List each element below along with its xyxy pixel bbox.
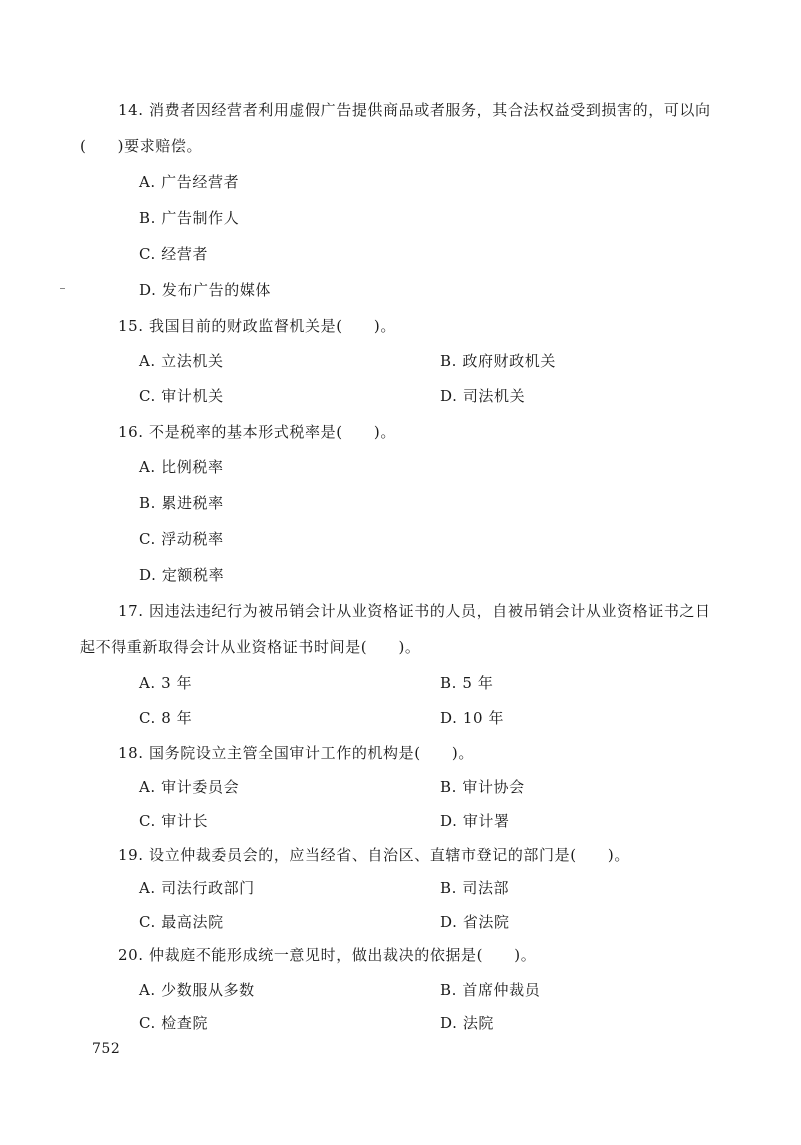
question-19-option-c: C. 最高法院: [139, 913, 224, 931]
question-20-option-b: B. 首席仲裁员: [440, 981, 541, 999]
scan-speck: [60, 288, 65, 289]
question-17-option-a: A. 3 年: [139, 674, 193, 692]
question-18-option-c: C. 审计长: [139, 812, 209, 830]
question-14-option-c: C. 经营者: [139, 245, 209, 263]
question-17-option-d: D. 10 年: [440, 709, 505, 727]
question-14-option-b: B. 广告制作人: [139, 209, 240, 227]
question-17-option-c: C. 8 年: [139, 709, 193, 727]
question-18-option-b: B. 审计协会: [440, 778, 525, 796]
question-19-option-d: D. 省法院: [440, 913, 510, 931]
question-16-option-b: B. 累进税率: [139, 494, 224, 512]
question-16-option-c: C. 浮动税率: [139, 530, 224, 548]
question-16-option-a: A. 比例税率: [139, 458, 224, 476]
question-20-option-d: D. 法院: [440, 1014, 495, 1032]
question-19-stem: 19. 设立仲裁委员会的，应当经省、自治区、直辖市登记的部门是( )。: [118, 846, 630, 864]
question-14-stem-line1: 14. 消费者因经营者利用虚假广告提供商品或者服务，其合法权益受到损害的，可以向: [118, 101, 711, 119]
question-20-option-a: A. 少数服从多数: [139, 981, 255, 999]
question-15-stem: 15. 我国目前的财政监督机关是( )。: [118, 317, 396, 335]
question-15-option-d: D. 司法机关: [440, 387, 526, 405]
question-16-option-d: D. 定额税率: [139, 566, 225, 584]
question-18-option-a: A. 审计委员会: [139, 778, 240, 796]
question-20-option-c: C. 检查院: [139, 1014, 209, 1032]
question-17-option-b: B. 5 年: [440, 674, 494, 692]
question-14-stem-line2: ( )要求赔偿。: [80, 137, 203, 155]
question-16-stem: 16. 不是税率的基本形式税率是( )。: [118, 423, 396, 441]
question-19-option-a: A. 司法行政部门: [139, 879, 255, 897]
question-17-stem-line2: 起不得重新取得会计从业资格证书时间是( )。: [80, 638, 421, 656]
question-18-stem: 18. 国务院设立主管全国审计工作的机构是( )。: [118, 744, 474, 762]
question-14-option-d: D. 发布广告的媒体: [139, 281, 272, 299]
question-15-option-a: A. 立法机关: [139, 352, 224, 370]
question-19-option-b: B. 司法部: [440, 879, 510, 897]
question-15-option-c: C. 审计机关: [139, 387, 224, 405]
question-18-option-d: D. 审计署: [440, 812, 510, 830]
page-number: 752: [92, 1041, 121, 1057]
question-14-option-a: A. 广告经营者: [139, 173, 240, 191]
question-17-stem-line1: 17. 因违法违纪行为被吊销会计从业资格证书的人员，自被吊销会计从业资格证书之日: [118, 602, 711, 620]
question-20-stem: 20. 仲裁庭不能形成统一意见时，做出裁决的依据是( )。: [118, 946, 537, 964]
question-15-option-b: B. 政府财政机关: [440, 352, 556, 370]
